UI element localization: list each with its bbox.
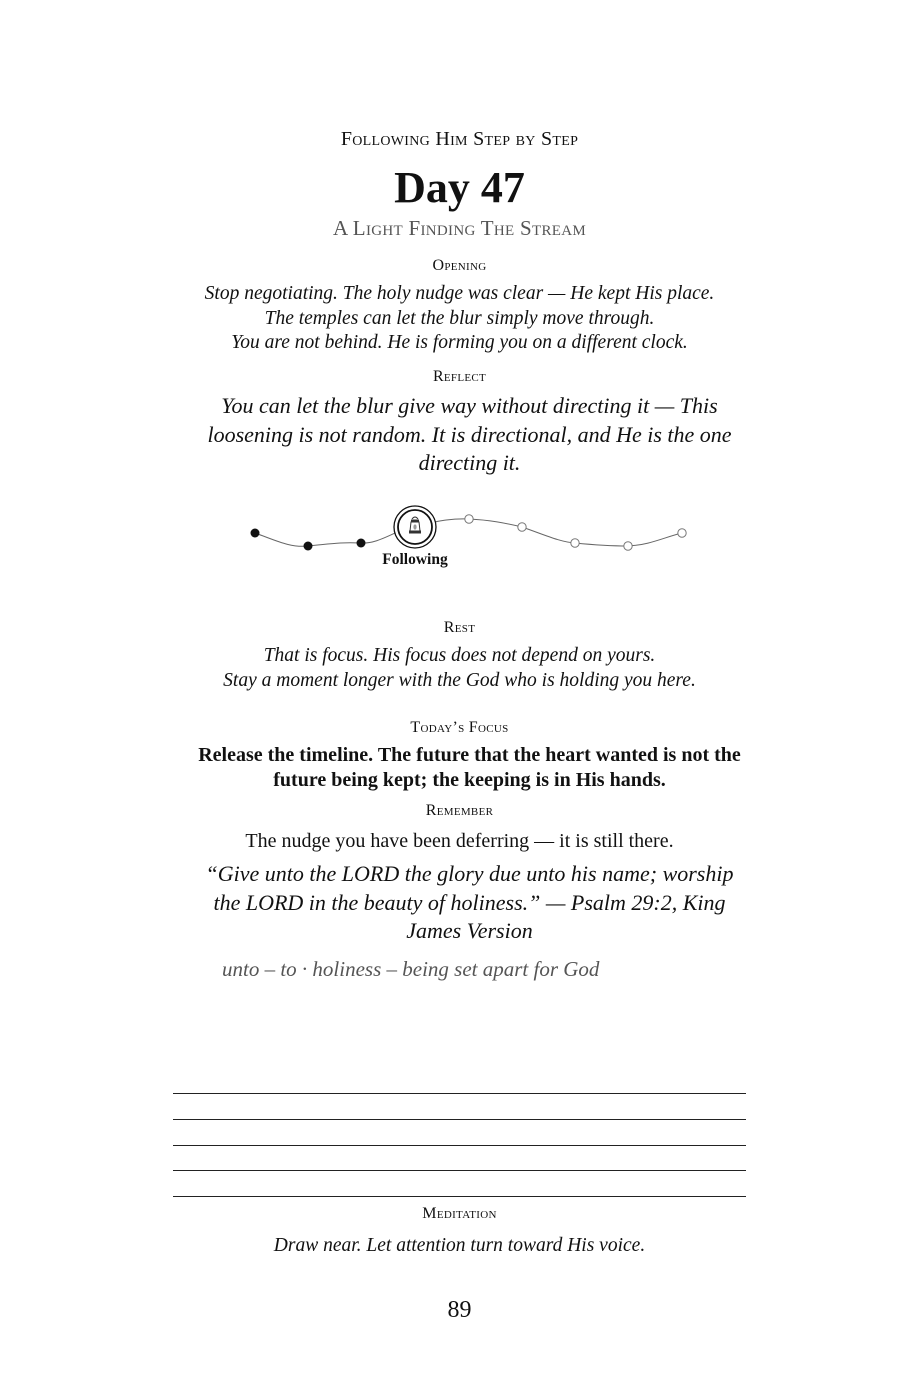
journal-line[interactable]	[173, 1170, 746, 1171]
step-marker-upcoming	[465, 515, 473, 523]
scripture-verse: “Give unto the LORD the glory due unto his name; worship the LORD in the beauty of holiness.” — Psalm 29:2, King James Version	[205, 861, 734, 943]
page-number: 89	[447, 1297, 472, 1323]
journey-path	[0, 490, 919, 580]
opening-line: The temples can let the blur simply move through.	[264, 307, 655, 329]
journal-line[interactable]	[173, 1119, 746, 1120]
meditation-text: Draw near. Let attention turn toward His voice.	[273, 1235, 646, 1256]
opening-line: Stop negotiating. The holy nudge was clear — He kept His place.	[204, 283, 715, 304]
journal-line[interactable]	[173, 1093, 746, 1094]
journal-line[interactable]	[173, 1196, 746, 1197]
day-subtitle: A Light Finding The Stream	[332, 216, 587, 240]
current-step-label: Following	[382, 551, 448, 568]
remember-text: The nudge you have been deferring — it is still there.	[245, 830, 674, 852]
step-marker-upcoming	[678, 529, 686, 537]
step-marker-upcoming	[624, 542, 632, 550]
meditation-label: Meditation	[422, 1205, 497, 1222]
reflect-label: Reflect	[432, 368, 487, 385]
step-marker-completed	[357, 539, 366, 548]
rest-text	[0, 644, 919, 693]
step-marker-upcoming	[518, 523, 526, 531]
opening-text	[0, 282, 919, 356]
reflect-text: You can let the blur give way without directing it — This loosening is not random. It is directional, and He is the one directing it.	[207, 393, 732, 475]
focus-text: Release the timeline. The future that the heart wanted is not the future being kept; the keeping is in His hands.	[198, 744, 741, 791]
journal-line[interactable]	[173, 1145, 746, 1146]
series-title: Following Him Step by Step	[340, 128, 579, 150]
rest-label: Rest	[443, 619, 476, 636]
step-marker-completed	[304, 542, 313, 551]
rest-line: Stay a moment longer with the God who is holding you here.	[223, 669, 696, 691]
focus-label: Today’s Focus	[410, 719, 509, 736]
rest-line: That is focus. His focus does not depend on yours.	[263, 645, 656, 666]
opening-line: You are not behind. He is forming you on a different clock.	[231, 332, 688, 353]
day-title: Day 47	[394, 163, 525, 212]
step-marker-completed	[251, 529, 260, 538]
current-step-marker	[394, 506, 436, 548]
step-marker-upcoming	[571, 539, 579, 547]
remember-label: Remember	[425, 802, 494, 819]
opening-label: Opening	[432, 257, 487, 274]
word-gloss: unto – to · holiness – being set apart for God	[222, 957, 600, 981]
